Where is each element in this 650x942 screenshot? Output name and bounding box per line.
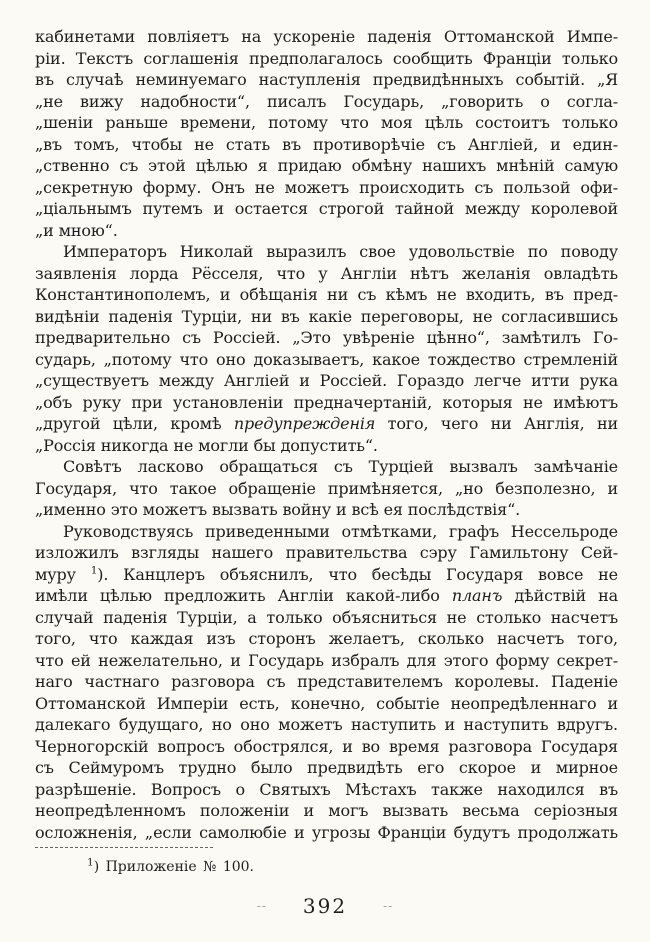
page-number: 392 — [302, 894, 348, 918]
right-dash-ornament: -- — [383, 899, 394, 913]
text-line — [35, 607, 618, 629]
text-segment: „Россія никогда не могли бы допустить“. — [35, 435, 378, 455]
text-line — [35, 263, 618, 285]
footnote-reference: 1 — [90, 564, 98, 577]
text-segment: видѣніи паденія Турціи, ни въ какіе переговоры, не согласившись — [35, 306, 618, 326]
paragraph — [35, 521, 618, 844]
text-segment: дѣйствій на — [502, 586, 618, 605]
text-line — [35, 26, 618, 48]
text-line — [35, 392, 618, 414]
footnote — [35, 858, 618, 877]
text-line — [35, 542, 618, 564]
text-segment: въ случаѣ неминуемаго наступленія предвидѣнныхъ событій. „Я — [35, 70, 618, 89]
text-line — [35, 370, 618, 392]
text-segment: „объ руку при установленіи предначертаній, которыя не имѣютъ — [35, 392, 618, 412]
text-line — [35, 435, 618, 457]
text-segment: Императоръ Николай выразилъ свое удовольствіе по поводу — [63, 242, 618, 261]
text-line — [35, 585, 618, 607]
text-line — [35, 134, 618, 156]
text-line — [35, 521, 618, 543]
footnote-block — [35, 847, 618, 877]
text-line — [35, 306, 618, 328]
text-segment: Константинополемъ, и обѣщанія ни съ кѣмъ не входить, въ пред- — [35, 285, 618, 304]
text-line — [35, 779, 618, 801]
text-line — [35, 327, 618, 349]
text-segment: Совѣтъ ласково обращаться съ Турціей вызвалъ замѣчаніе — [63, 457, 618, 476]
text-segment: „ственно съ этой цѣлью я придаю обмѣну нашихъ мнѣній самую — [35, 156, 618, 175]
text-line — [35, 499, 618, 521]
footnote-divider — [35, 847, 213, 848]
text-line — [35, 736, 618, 758]
text-segment: „другой цѣли, кромѣ — [35, 414, 234, 433]
text-segment: „шеніи раньше времени, потому что моя цѣль состоитъ только — [35, 113, 618, 132]
text-segment: „именно это можетъ вызвать войну и всѣ ея послѣдствія“. — [35, 500, 521, 519]
text-segment: „въ томъ, чтобы не стать въ противорѣчіе съ Англіей, и един- — [35, 134, 618, 154]
left-dash-ornament: -- — [256, 899, 267, 913]
text-line — [35, 241, 618, 263]
text-segment: „секретную форму. Онъ не можетъ происходить съ пользой офи- — [35, 177, 618, 197]
text-segment: „не вижу надобности“, писалъ Государь, „говорить о согла- — [35, 91, 618, 111]
text-segment: того, чего ни Англія, ни — [375, 414, 618, 433]
paragraph — [35, 241, 618, 456]
text-line — [35, 671, 618, 693]
text-line — [35, 48, 618, 70]
text-segment: наго частнаго разговора съ представителемъ королевы. Паденіе — [35, 672, 618, 691]
text-line — [35, 413, 618, 435]
text-segment: неопредѣленномъ положеніи и могъ вызвать весьма серіозныя — [35, 801, 618, 820]
text-line — [35, 177, 618, 199]
text-segment: Оттоманской Имперіи есть, конечно, событіе неопредѣленнаго и — [35, 693, 618, 713]
text-segment: разрѣшеніе. Вопросъ о Святыхъ Мѣстахъ также находился въ — [35, 779, 618, 799]
text-segment: заявленія лорда Рёсселя, что у Англіи нѣтъ желанія овладѣть — [35, 263, 618, 283]
text-segment: Черногорскій вопросъ обострялся, и во время разговора Государя — [35, 736, 618, 756]
text-segment: „ціальнымъ путемъ и остается строгой тайной между королевой — [35, 199, 618, 218]
text-line — [35, 757, 618, 779]
text-segment: ріи. Текстъ соглашенія предполагалось сообщить Франціи только — [35, 48, 618, 68]
text-line — [35, 198, 618, 220]
text-block — [35, 26, 618, 843]
text-segment: изложилъ взгляды нашего правительства сэру Гамильтону Сей- — [35, 543, 618, 562]
emphasis-text: предупрежденія — [233, 414, 376, 433]
text-segment: муру — [35, 564, 91, 584]
footnote-text: ) Приложеніе № 100. — [93, 859, 255, 875]
text-line — [35, 69, 618, 91]
text-line — [35, 456, 618, 478]
page-number-row — [0, 894, 650, 918]
text-line — [35, 220, 618, 242]
paragraph — [35, 26, 618, 241]
text-segment: „существуетъ между Англіей и Россіей. Гораздо легче итти рука — [35, 371, 618, 390]
text-segment: ). Канцлеръ объяснилъ, что бесѣды Государя вовсе не — [97, 564, 618, 584]
paragraph — [35, 456, 618, 521]
text-line — [35, 564, 618, 586]
text-line — [35, 800, 618, 822]
text-segment: „и мною“. — [35, 220, 118, 240]
text-segment: далекаго будущаго, но оно можетъ наступить и наступить вдругъ. — [35, 715, 618, 734]
text-segment: имѣли цѣлью предложить Англіи какой-либо — [35, 586, 452, 605]
text-line — [35, 91, 618, 113]
text-line — [35, 478, 618, 500]
text-line — [35, 714, 618, 736]
emphasis-text: планъ — [451, 586, 503, 605]
footnote-marker: 1 — [87, 856, 94, 869]
text-line — [35, 155, 618, 177]
text-segment: того, что каждая изъ сторонъ желаетъ, сколько насчетъ того, — [35, 629, 618, 648]
text-line — [35, 284, 618, 306]
text-segment: предварительно съ Россіей. „Это увѣреніе цѣнно“, замѣтилъ Го- — [35, 328, 618, 347]
text-segment: съ Сеймуромъ трудно было предвидѣть его скорое и мирное — [35, 758, 618, 777]
text-segment: осложненія, „если самолюбіе и угрозы Франціи будутъ продолжать — [35, 822, 618, 842]
text-segment: случай паденія Турціи, а только объясниться не столько насчетъ — [35, 607, 618, 627]
text-segment: кабинетами повліяетъ на ускореніе паденія Оттоманской Импе- — [35, 27, 618, 46]
text-segment: Руководствуясь приведенными отмѣтками, графъ Нессельроде — [63, 521, 618, 541]
text-segment: что ей нежелательно, и Государь избралъ для этого форму секрет- — [35, 650, 618, 670]
text-segment: Государя, что такое обращеніе примѣняется, „но безполезно, и — [35, 478, 618, 498]
text-line — [35, 693, 618, 715]
text-line — [35, 349, 618, 371]
text-line — [35, 628, 618, 650]
text-line — [35, 650, 618, 672]
text-segment: сударь, „потому что оно доказываетъ, какое тождество стремленій — [35, 349, 618, 369]
text-line — [35, 112, 618, 134]
text-line — [35, 822, 618, 844]
